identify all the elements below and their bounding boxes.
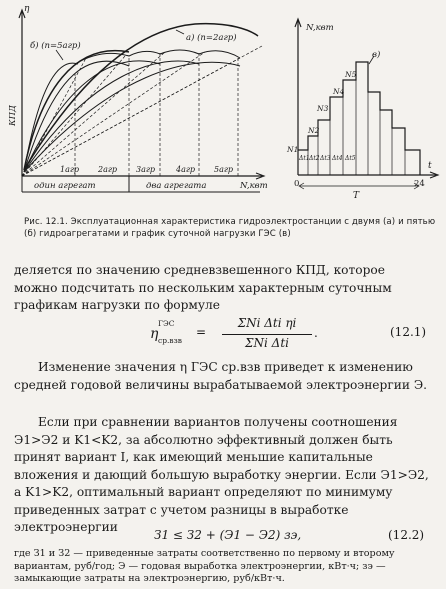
level-label-5: N5 — [345, 70, 357, 79]
eq2-body: З1 ≤ З2 + (Э1 − Э2) зэ, — [154, 528, 302, 542]
left-x-axis-label: N,квт — [240, 181, 268, 191]
figure-caption: Рис. 12.1. Эксплуатационная характеристика гидроэлектростанции с двумя (а) и пятью (б) гидроагрегатами и график суточной нагрузки ГЭС (в) — [24, 217, 436, 239]
equation-12-1 — [150, 316, 434, 356]
fraction-bar — [222, 334, 312, 335]
curve-b-unit-4 — [24, 61, 199, 172]
right-x-axis-label: t — [428, 161, 432, 171]
interval-label-5: Δt5 — [345, 155, 356, 162]
level-label-3: N3 — [317, 104, 329, 113]
interval-label-1: Δt1 — [299, 155, 310, 162]
eq1-period: . — [314, 326, 318, 340]
eq1-subscript: ср.взв — [158, 336, 182, 345]
tick-label-1: 1агр — [60, 165, 80, 174]
eq1-superscript: ГЭС — [158, 319, 175, 328]
curve-a-unit-1 — [24, 51, 129, 170]
right-y-axis-label: N,квт — [306, 23, 334, 33]
curve-a-label: а) (n=2агр) — [186, 33, 237, 43]
paragraph-1: деляется по значению средневзвешенного КПД, которое можно подсчитать по нескольким характерным суточным графикам нагрузки по формуле — [14, 263, 392, 312]
eq1-numerator: ΣNi Δti ηi — [237, 316, 297, 330]
x-end-label: 24 — [414, 179, 425, 189]
eq1-denominator: ΣNi Δti — [245, 336, 289, 350]
band-two-label: два агрегата — [146, 181, 207, 191]
tick-label-2: 2агр — [98, 165, 118, 174]
band-one-label: один агрегат — [34, 181, 96, 191]
eq2-number: (12.2) — [388, 528, 425, 542]
tick-label-5: 5агр — [214, 165, 234, 174]
paragraph-2: Изменение значения η ГЭС ср.взв приведет к изменению средней годовой величины вырабатываемой электроэнергии Э. — [14, 360, 428, 392]
paragraph-3: Если при сравнении вариантов получены соотношения Э1>Э2 и K1<K2, за абсолютно эффективный должен быть принят вариант I, как имеющий меньшие капитальные вложения и дающий большую выработку энергии. Если Э1>Э2, а K1>K2, оптимальный вариант определяют по минимуму приведенных затрат с учетом разницы в выработке электроэнергии — [14, 415, 429, 534]
equation-12-2 — [14, 528, 434, 546]
panel-letter-v: в) — [372, 50, 381, 60]
symbol-definitions: где З1 и З2 — приведенные затраты соответственно по первому и второму вариантам, руб/год; Э — годовая выработка электроэнергии, кВт·ч; зэ — замыкающие затраты на электроэнергию, руб/кВт·ч. — [14, 548, 395, 584]
interval-label-2: Δt2 — [309, 155, 320, 162]
interval-label-4: Δt4 — [332, 155, 343, 162]
curve-a-leader — [176, 30, 184, 34]
origin-rays — [22, 46, 262, 176]
x-start-label: 0 — [294, 179, 300, 189]
level-label-4: N4 — [333, 87, 345, 96]
left-y-axis-label: КПД — [8, 105, 18, 126]
tick-guides — [75, 52, 238, 176]
level-label-2: N2 — [308, 126, 320, 135]
curve-b-unit-5 — [24, 62, 240, 172]
level-label-1: N1 — [287, 145, 299, 154]
tick-label-4: 4агр — [176, 165, 196, 174]
equals-sign: = — [196, 325, 207, 339]
tick-label-3: 3агр — [136, 165, 156, 174]
left-y-axis-top: η — [24, 4, 30, 14]
figure-12-1 — [0, 0, 446, 212]
eta-symbol: η — [150, 326, 159, 342]
eq1-number: (12.1) — [390, 325, 427, 339]
interval-label-3: Δt3 — [320, 155, 331, 162]
curve-b-label: б) (n=5агр) — [30, 41, 81, 51]
curve-b-leader — [56, 50, 63, 60]
period-label: T — [353, 191, 360, 201]
